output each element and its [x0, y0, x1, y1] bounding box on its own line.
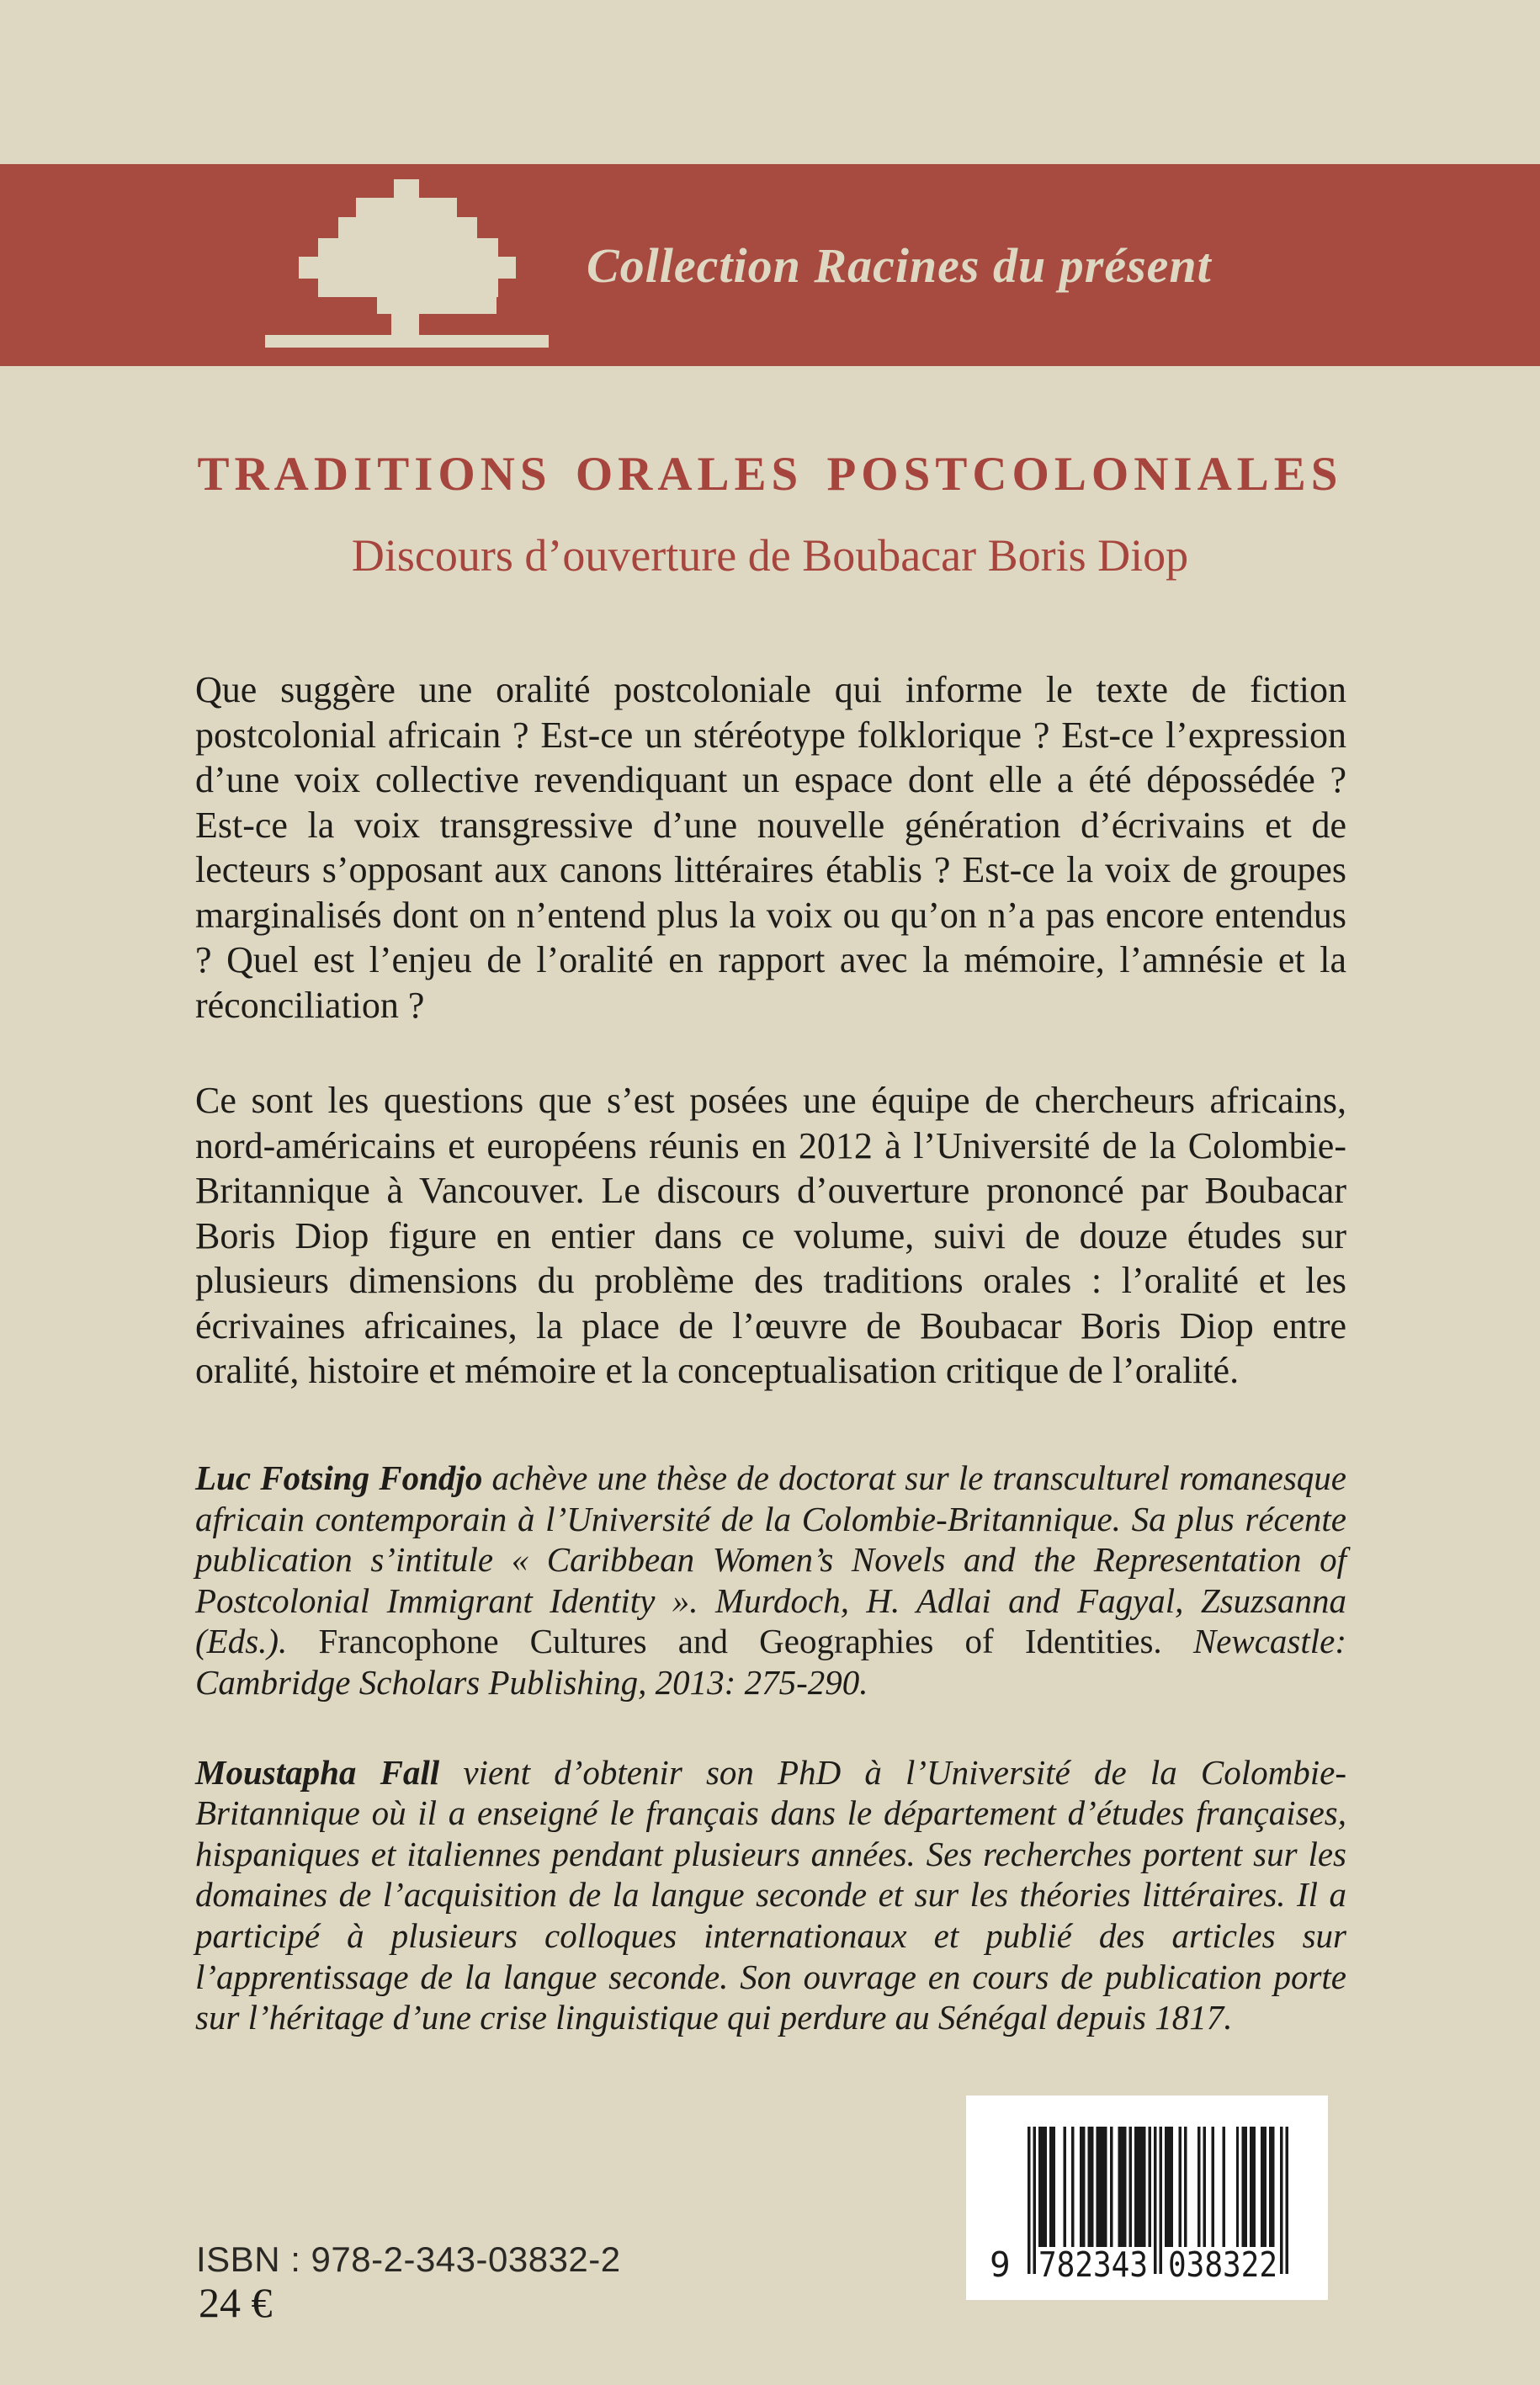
book-title: TRADITIONS ORALES POSTCOLONIALES — [197, 448, 1343, 501]
contributor-bios — [195, 1458, 1346, 2038]
contributor-bio-text: achève une thèse de doctorat sur le transculturel romanesque africain contemporain à l’Université de la Colombie-Britannique. Sa plus récente publication s’intitule « Caribbean Women’s Novels and the Representation of Postcolonial Immigrant Identity ». Murdoch, H. Adlai and Fagyal, Zsuzsanna (Eds.). — [195, 1458, 1346, 1661]
isbn-label: ISBN : 978-2-343-03832-2 — [196, 2239, 621, 2279]
contributor-bio-text: Newcastle: Cambridge Scholars Publishing, 2013: 275-290. — [195, 1622, 1346, 1702]
book-subtitle: Discours d’ouverture de Boubacar Boris Diop — [351, 530, 1189, 581]
contributor-bio-text: vient d’obtenir son PhD à l’Université de la Colombie-Britannique où il a enseigné le français dans le département d’études françaises, hispaniques et italiennes pendant plusieurs années. Ses recherches portent sur les domaines de l’acquisition de la langue seconde et sur les théories littéraires. Il a participé à plusieurs colloques internationaux et publié des articles sur l’apprentissage de la langue seconde. Son ouvrage en cours de publication porte sur l’héritage d’une crise linguistique qui perdure au Sénégal depuis 1817. — [195, 1752, 1346, 2037]
svg-text:782343: 782343 — [1038, 2244, 1148, 2285]
contributor-bio-luc-fotsing-fondjo — [195, 1458, 1346, 1703]
barcode — [966, 2096, 1328, 2300]
pixel-tree-logo — [252, 173, 555, 350]
svg-text:9: 9 — [990, 2244, 1011, 2285]
contributor-bio-moustapha-fall — [195, 1752, 1346, 2038]
contributor-bio-book-title: Francophone Cultures and Geographies of Identities. — [287, 1622, 1162, 1661]
contributor-name: Moustapha Fall — [195, 1752, 440, 1792]
synopsis-paragraph-2: Ce sont les questions que s’est posées une équipe de chercheurs africains, nord-américains et européens réunis en 2012 à l’Université de la Colombie-Britannique à Vancouver. Le discours d’ouverture prononcé par Boubacar Boris Diop figure en entier dans ce volume, suivi de douze études sur plusieurs dimensions du problème des traditions orales : l’oralité et les écrivaines africaines, la place de l’œuvre de Boubacar Boris Diop entre oralité, histoire et mémoire et la conceptualisation critique de l’oralité. — [195, 1080, 1346, 1391]
svg-text:038322: 038322 — [1168, 2244, 1277, 2285]
contributor-name: Luc Fotsing Fondjo — [195, 1458, 483, 1497]
synopsis-paragraph-1: Que suggère une oralité postcoloniale qui informe le texte de fiction postcolonial africain ? Est-ce un stéréotype folklorique ? Est-ce l’expression d’une voix collective revendiquant un espace dont elle a été dépossédée ? Est-ce la voix transgressive d’une nouvelle génération d’écrivains et de lecteurs s’opposant aux canons littéraires établis ? Est-ce la voix de groupes marginalisés dont on n’entend plus la voix ou qu’on n’a pas encore entendus ? Quel est l’enjeu de l’oralité en rapport avec la mémoire, l’amnésie et la réconciliation ? — [195, 669, 1346, 1026]
collection-label: Collection Racines du présent — [587, 237, 1212, 293]
collection-banner — [0, 164, 1540, 366]
synopsis — [195, 667, 1346, 1394]
price-label: 24 € — [199, 2279, 273, 2326]
